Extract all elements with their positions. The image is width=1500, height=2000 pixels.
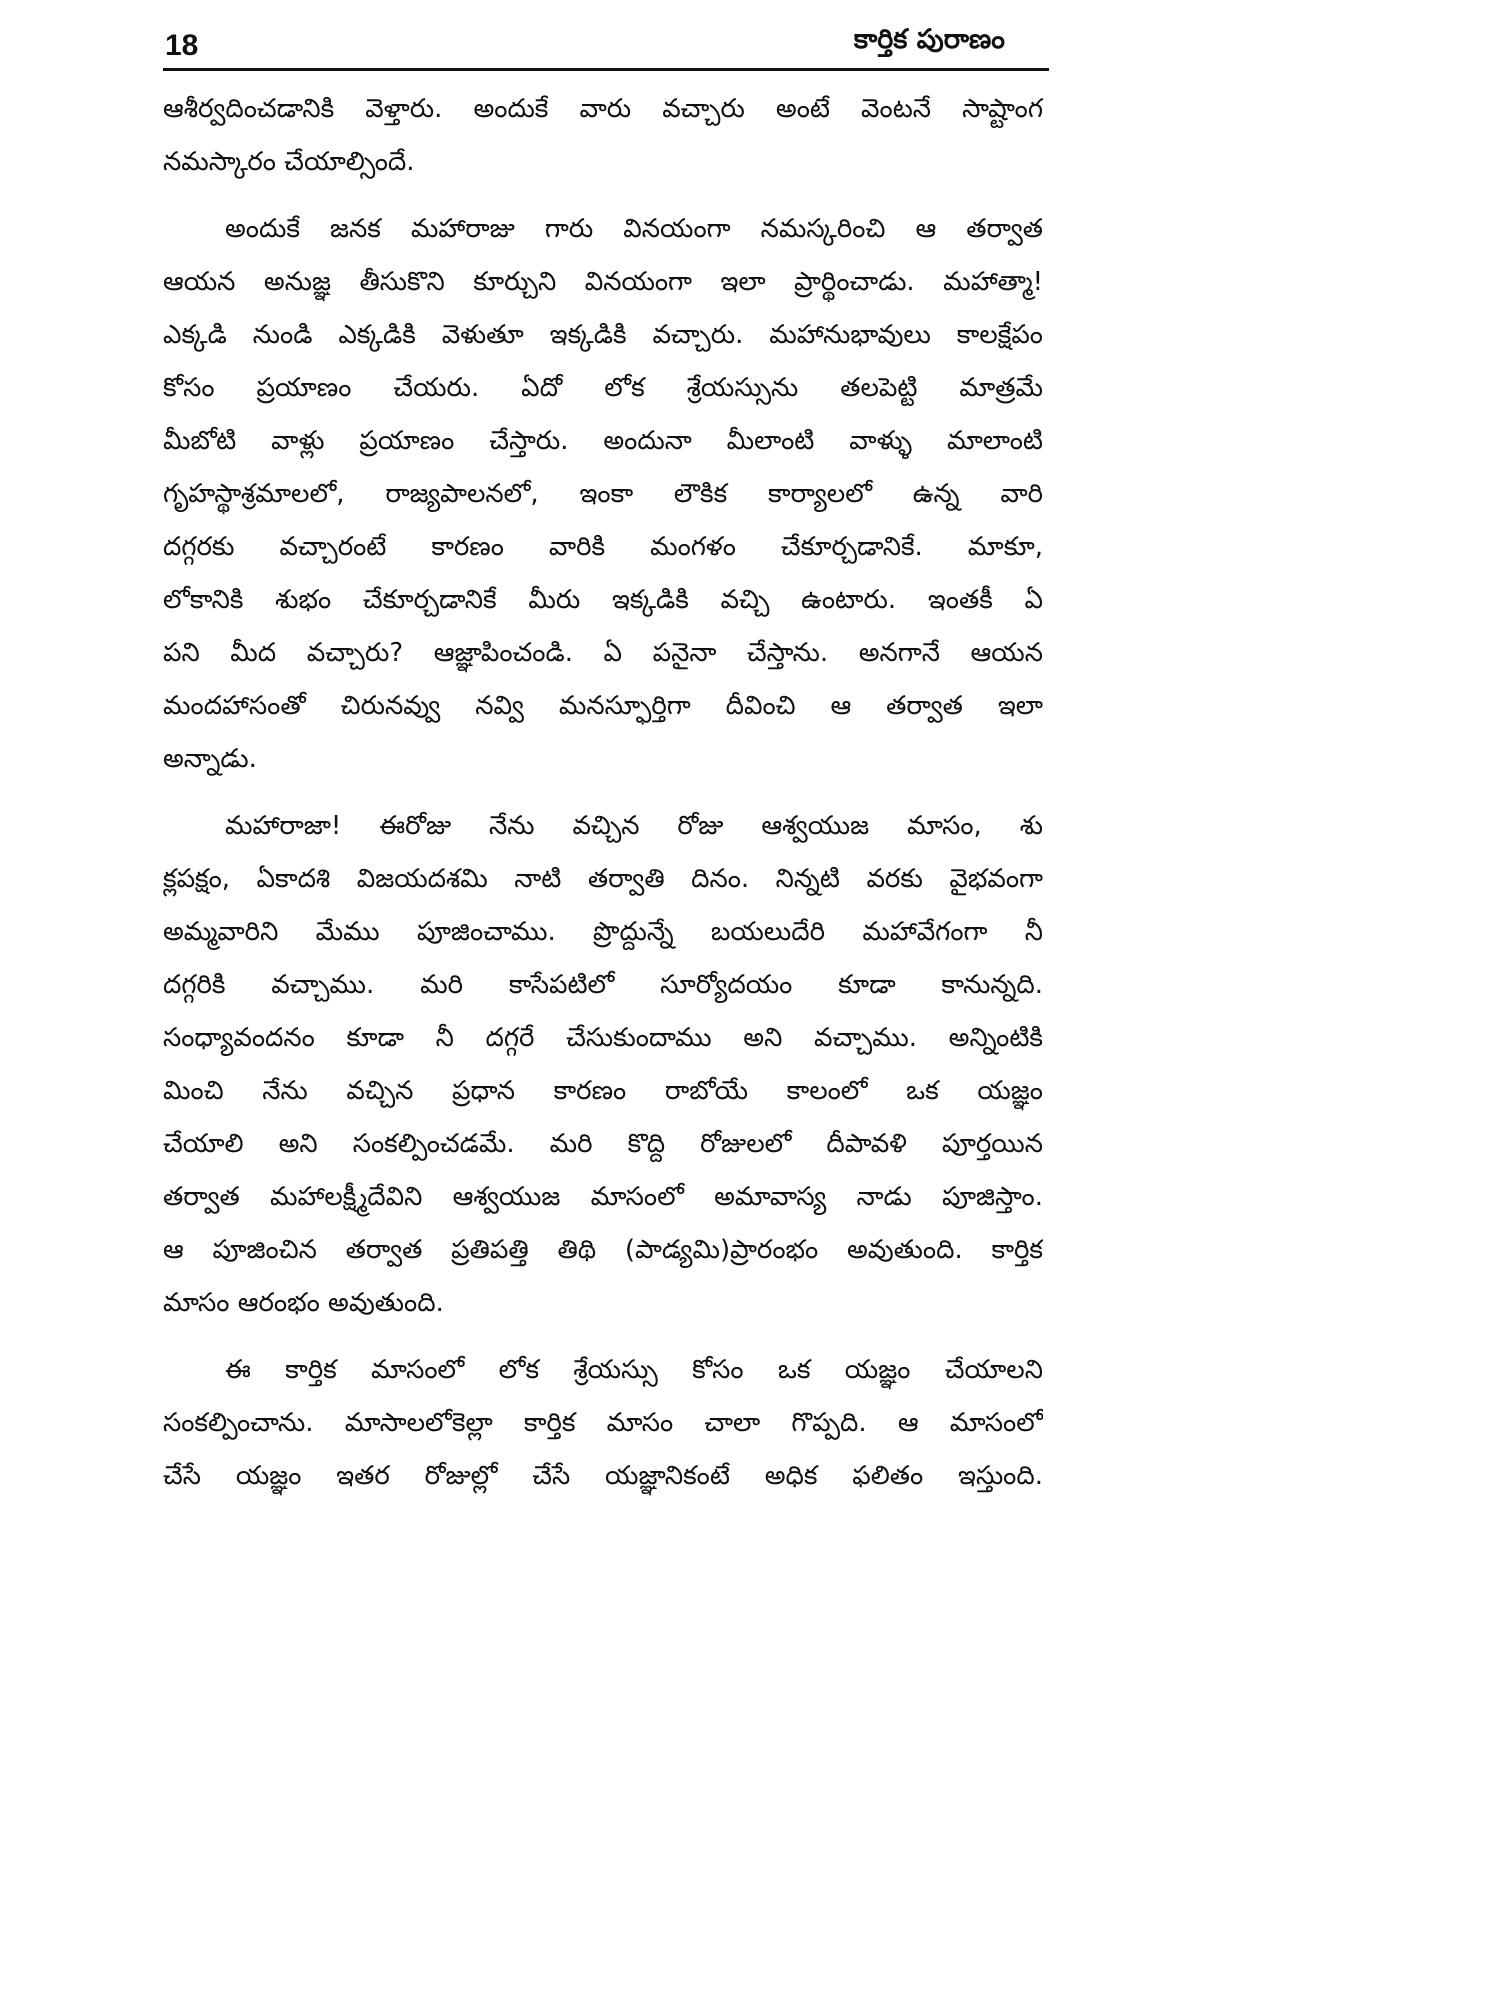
- text-line: మీబోటి వాళ్లు ప్రయాణం చేస్తారు. అందునా మీలాంటి వాళ్ళు మాలాంటి: [163, 426, 1043, 456]
- text-line: ఆశీర్వదించడానికి వెళ్తారు. అందుకే వారు వచ్చారు అంటే వెంటనే సాష్టాంగ: [163, 94, 1043, 124]
- text-line: సంకల్పించాను. మాసాలలోకెల్లా కార్తిక మాసం చాలా గొప్పది. ఆ మాసంలో: [163, 1408, 1043, 1438]
- paragraph: [163, 800, 1043, 1330]
- text-line: మహారాజా! ఈరోజు నేను వచ్చిన రోజు ఆశ్వయుజ మాసం, శు: [225, 811, 1043, 841]
- text-line: ఆయన అనుజ్ఞ తీసుకొని కూర్చుని వినయంగా ఇలా ప్రార్థించాడు. మహాత్మా!: [163, 267, 1043, 297]
- running-title: కార్తిక పురాణం: [853, 24, 1005, 55]
- text-line: చేసే యజ్ఞం ఇతర రోజుల్లో చేసే యజ్ఞానికంటే అధిక ఫలితం ఇస్తుంది.: [163, 1461, 1043, 1491]
- page-number: 18: [165, 29, 199, 62]
- text-line: అందుకే జనక మహారాజు గారు వినయంగా నమస్కరించి ఆ తర్వాత: [225, 214, 1043, 244]
- text-line: అన్నాడు.: [163, 744, 257, 774]
- text-line: పని మీద వచ్చారు? ఆజ్ఞాపించండి. ఏ పనైనా చేస్తాను. అనగానే ఆయన: [163, 638, 1043, 668]
- paragraph: [163, 1344, 1043, 1503]
- text-line: నమస్కారం చేయాల్సిందే.: [163, 147, 415, 177]
- text-line: గృహస్థాశ్రమాలలో, రాజ్యపాలనలో, ఇంకా లౌకిక కార్యాలలో ఉన్న వారి: [163, 479, 1043, 509]
- paragraph: [163, 83, 1043, 189]
- text-line: ఆ పూజించిన తర్వాత ప్రతిపత్తి తిథి (పాడ్యమి)ప్రారంభం అవుతుంది. కార్తిక: [163, 1235, 1043, 1265]
- text-line: చేయాలి అని సంకల్పించడమే. మరి కొద్ది రోజులలో దీపావళి పూర్తయిన: [163, 1129, 1043, 1159]
- text-line: క్లపక్షం, ఏకాదశి విజయదశమి నాటి తర్వాతి దినం. నిన్నటి వరకు వైభవంగా: [163, 864, 1043, 894]
- text-line: అమ్మవారిని మేము పూజించాము. ప్రొద్దున్నే బయలుదేరి మహావేగంగా నీ: [163, 917, 1043, 947]
- text-line: లోకానికి శుభం చేకూర్చడానికే మీరు ఇక్కడికి వచ్చి ఉంటారు. ఇంతకీ ఏ: [163, 585, 1043, 615]
- text-line: కోసం ప్రయాణం చేయరు. ఏదో లోక శ్రేయస్సును తలపెట్టి మాత్రమే: [163, 373, 1043, 403]
- page-header: [163, 14, 1049, 70]
- text-line: దగ్గరకు వచ్చారంటే కారణం వారికి మంగళం చేకూర్చడానికే. మాకూ,: [163, 532, 1043, 562]
- paragraph: [163, 203, 1043, 786]
- text-line: ఎక్కడి నుండి ఎక్కడికి వెళుతూ ఇక్కడికి వచ్చారు. మహానుభావులు కాలక్షేపం: [163, 320, 1043, 350]
- text-line: దగ్గరికి వచ్చాము. మరి కాసేపటిలో సూర్యోదయం కూడా కానున్నది.: [163, 970, 1043, 1000]
- text-line: ఈ కార్తిక మాసంలో లోక శ్రేయస్సు కోసం ఒక యజ్ఞం చేయాలని: [225, 1355, 1043, 1385]
- text-line: సంధ్యావందనం కూడా నీ దగ్గరే చేసుకుందాము అని వచ్చాము. అన్నింటికి: [163, 1023, 1043, 1053]
- text-line: మాసం ఆరంభం అవుతుంది.: [163, 1288, 444, 1318]
- header-rule: [163, 68, 1049, 71]
- body-text: [163, 83, 1043, 1517]
- text-line: తర్వాత మహాలక్ష్మీదేవిని ఆశ్వయుజ మాసంలో అమావాస్య నాడు పూజిస్తాం.: [163, 1182, 1043, 1212]
- text-line: మందహాసంతో చిరునవ్వు నవ్వి మనస్ఫూర్తిగా దీవించి ఆ తర్వాత ఇలా: [163, 691, 1043, 721]
- text-line: మించి నేను వచ్చిన ప్రధాన కారణం రాబోయే కాలంలో ఒక యజ్ఞం: [163, 1076, 1043, 1106]
